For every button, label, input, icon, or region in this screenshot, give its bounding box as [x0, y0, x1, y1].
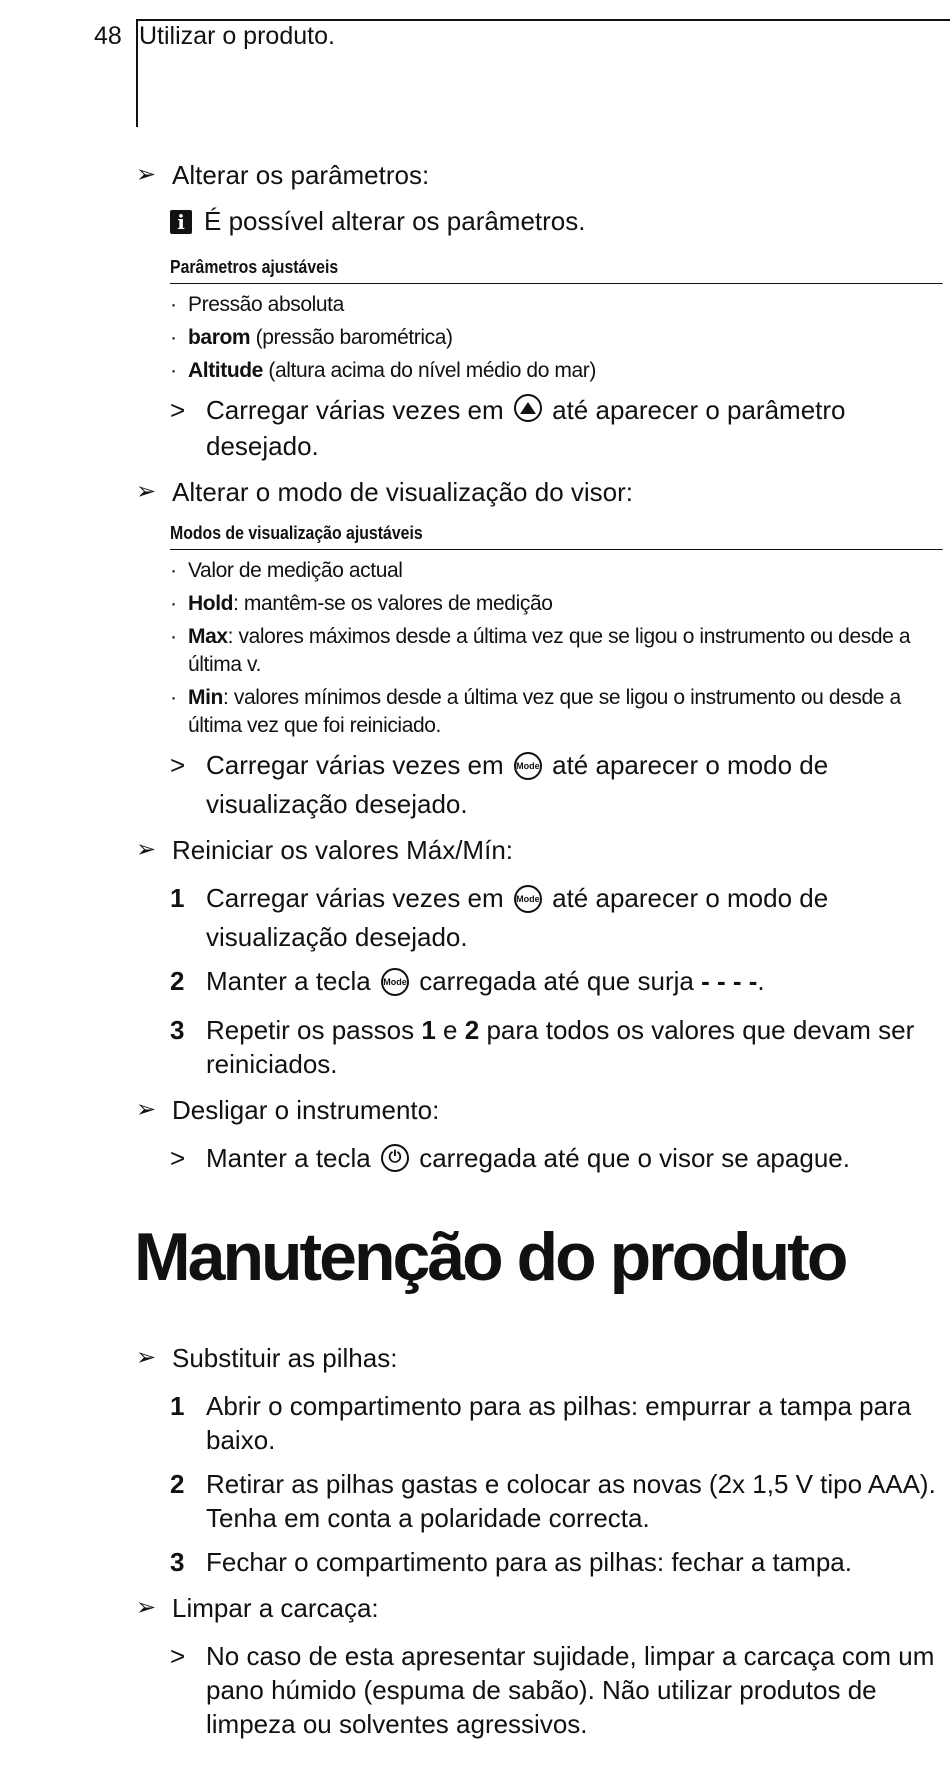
numbered-step: 2 Manter a tecla Mode carregada até que surja - - - -. [170, 966, 765, 996]
page-header-title: Utilizar o produto. [139, 22, 335, 50]
instruction: > No caso de esta apresentar sujidade, limpar a carcaça com um pano húmido (espuma de sabão). Não utilizar produtos de limpeza ou solventes agressivos. [170, 1641, 935, 1739]
numbered-step: 3 Fechar o compartimento para as pilhas: fechar a tampa. [170, 1547, 852, 1577]
up-button-icon [514, 394, 542, 422]
arrow-icon: ➢ [136, 1344, 157, 1371]
power-button-icon: ⏻ [381, 1144, 409, 1172]
step-heading [136, 158, 940, 192]
step-heading-text: Alterar os parâmetros: [172, 160, 430, 190]
header-vertical-rule [136, 19, 138, 127]
table-header: Parâmetros ajustáveis [170, 257, 942, 284]
numbered-step: 1 Abrir o compartimento para as pilhas: empurrar a tampa para baixo. [170, 1391, 912, 1455]
numbered-step: 3 Repetir os passos 1 e 2 para todos os valores que devam ser reiniciados. [170, 1015, 915, 1079]
list-item: · Min: valores mínimos desde a última vez que se ligou o instrumento ou desde a última vez que foi reiniciado. [170, 686, 901, 737]
list-item: · Altitude (altura acima do nível médio do mar) [170, 359, 596, 382]
mode-button-icon: Mode [514, 885, 542, 913]
list-item: · barom (pressão barométrica) [170, 326, 453, 349]
numbered-step: 1 Carregar várias vezes em Mode até aparecer o modo de visualização desejado. [170, 883, 829, 952]
parameters-table [170, 257, 940, 385]
arrow-icon: ➢ [136, 836, 157, 863]
info-text: É possível alterar os parâmetros. [204, 206, 586, 236]
step-heading: ➢ Alterar o modo de visualização do visor: [136, 477, 634, 507]
table-header: Modos de visualização ajustáveis [170, 523, 942, 550]
instruction: > Carregar várias vezes em até aparecer o parâmetro desejado. [170, 395, 846, 461]
arrow-icon: ➢ [136, 1594, 157, 1621]
step-heading: ➢ Desligar o instrumento: [136, 1095, 440, 1125]
instruction: > Manter a tecla ⏻ carregada até que o visor se apague. [170, 1143, 850, 1173]
numbered-step: 2 Retirar as pilhas gastas e colocar as novas (2x 1,5 V tipo AAA). Tenha em conta a polaridade correcta. [170, 1469, 936, 1533]
step-heading: ➢ Reiniciar os valores Máx/Mín: [136, 835, 513, 865]
header-rule [136, 19, 950, 21]
list-item: · Max: valores máximos desde a última vez que se ligou o instrumento ou desde a última v. [170, 625, 911, 676]
mode-button-icon: Mode [381, 968, 409, 996]
display-modes-table [170, 523, 940, 740]
list-item: · Valor de medição actual [170, 559, 403, 582]
step-heading: ➢ Limpar a carcaça: [136, 1593, 379, 1623]
page-content [136, 158, 940, 1751]
mode-button-icon: Mode [514, 752, 542, 780]
step-heading: ➢ Substituir as pilhas: [136, 1343, 398, 1373]
info-note [170, 206, 940, 237]
list-item: · Hold: mantêm-se os valores de medição [170, 592, 553, 615]
arrow-icon: ➢ [136, 161, 157, 188]
list-item: · Pressão absoluta [170, 293, 344, 316]
info-icon: i [170, 210, 192, 234]
arrow-icon: ➢ [136, 478, 157, 505]
section-title: Manutenção do produto [134, 1219, 846, 1295]
page-number: 48 [94, 22, 122, 50]
instruction: > Carregar várias vezes em Mode até aparecer o modo de visualização desejado. [170, 750, 829, 819]
arrow-icon: ➢ [136, 1096, 157, 1123]
